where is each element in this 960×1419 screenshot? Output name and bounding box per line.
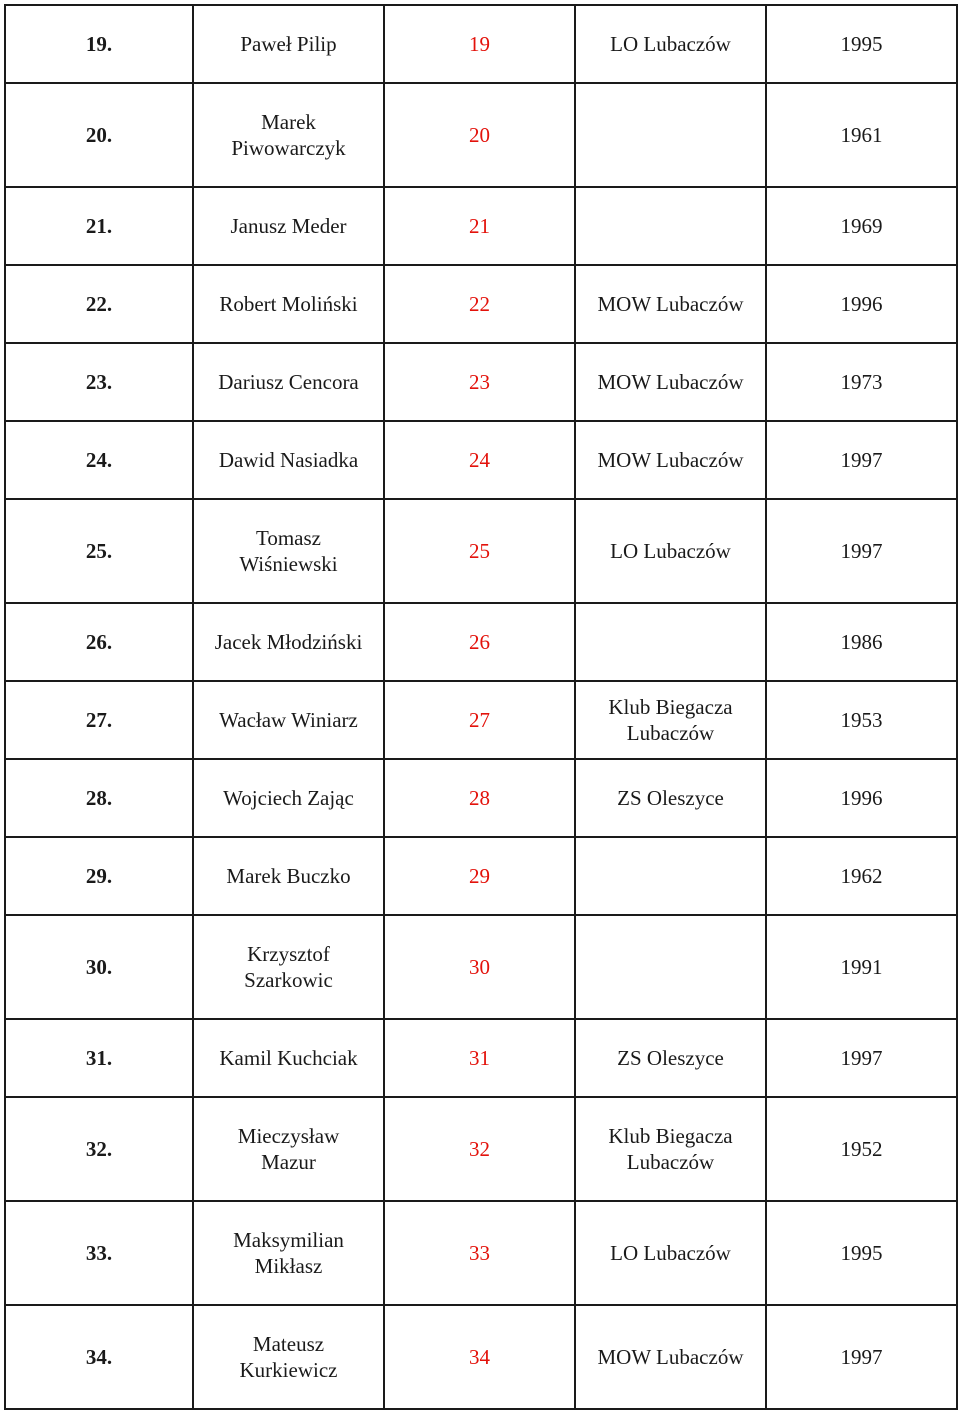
bib-number-cell (384, 837, 575, 915)
birth-year-cell (766, 681, 957, 759)
participants-table-body (5, 5, 957, 1409)
bib-number-cell (384, 5, 575, 83)
club-name: MOW Lubaczów (597, 448, 744, 472)
row-number-cell (5, 603, 193, 681)
club-name-cell (575, 837, 766, 915)
row-number-cell (5, 681, 193, 759)
table-row (5, 1019, 957, 1097)
row-number: 28. (85, 786, 113, 810)
row-number-cell (5, 1097, 193, 1201)
bib-number-cell (384, 83, 575, 187)
participant-name-cell (193, 421, 384, 499)
participant-name-cell (193, 83, 384, 187)
club-name-cell (575, 1019, 766, 1097)
row-number: 29. (85, 864, 113, 888)
row-number-cell (5, 837, 193, 915)
birth-year-cell (766, 5, 957, 83)
row-number-cell (5, 187, 193, 265)
birth-year-cell (766, 343, 957, 421)
birth-year: 1953 (840, 708, 883, 732)
club-name-cell (575, 1097, 766, 1201)
birth-year: 1961 (840, 123, 883, 147)
bib-number-cell (384, 421, 575, 499)
bib-number: 29 (469, 864, 490, 888)
table-row (5, 265, 957, 343)
row-number: 19. (85, 32, 113, 56)
club-name: MOW Lubaczów (597, 370, 744, 394)
participant-name-cell (193, 499, 384, 603)
table-row (5, 5, 957, 83)
club-name-cell (575, 915, 766, 1019)
bib-number-cell (384, 1019, 575, 1097)
club-name-cell (575, 603, 766, 681)
row-number-cell (5, 83, 193, 187)
club-name-cell (575, 1305, 766, 1409)
club-name-cell (575, 83, 766, 187)
row-number-cell (5, 1305, 193, 1409)
bib-number: 26 (469, 630, 490, 654)
table-row (5, 759, 957, 837)
birth-year: 1952 (840, 1137, 883, 1161)
bib-number-cell (384, 343, 575, 421)
participant-name: Wacław Winiarz (219, 708, 358, 732)
table-row (5, 83, 957, 187)
row-number: 34. (85, 1345, 113, 1369)
row-number: 24. (85, 448, 113, 472)
participant-name: Janusz Meder (230, 214, 347, 238)
birth-year: 1996 (840, 786, 883, 810)
club-name: MOW Lubaczów (597, 1345, 744, 1369)
bib-number-cell (384, 681, 575, 759)
row-number-cell (5, 915, 193, 1019)
table-row (5, 1305, 957, 1409)
participant-name-cell (193, 681, 384, 759)
birth-year-cell (766, 499, 957, 603)
participant-name: Krzysztof Szarkowic (244, 942, 333, 992)
bib-number: 31 (469, 1046, 490, 1070)
birth-year: 1969 (840, 214, 883, 238)
table-row (5, 915, 957, 1019)
participant-name-cell (193, 1201, 384, 1305)
birth-year-cell (766, 1019, 957, 1097)
club-name: LO Lubaczów (610, 1241, 731, 1265)
bib-number: 23 (469, 370, 490, 394)
participant-name: Marek Buczko (226, 864, 351, 888)
birth-year-cell (766, 1305, 957, 1409)
club-name-cell (575, 265, 766, 343)
participant-name: Marek Piwowarczyk (231, 110, 346, 160)
participant-name-cell (193, 915, 384, 1019)
row-number: 31. (85, 1046, 113, 1070)
participant-name: Mieczysław Mazur (237, 1124, 340, 1174)
birth-year-cell (766, 603, 957, 681)
row-number-cell (5, 265, 193, 343)
row-number: 23. (85, 370, 113, 394)
participant-name: Wojciech Zając (223, 786, 354, 810)
row-number-cell (5, 343, 193, 421)
row-number-cell (5, 499, 193, 603)
birth-year-cell (766, 837, 957, 915)
row-number: 21. (85, 214, 113, 238)
birth-year: 1986 (840, 630, 883, 654)
participant-name-cell (193, 187, 384, 265)
table-row (5, 681, 957, 759)
participant-name-cell (193, 5, 384, 83)
row-number: 25. (85, 539, 113, 563)
bib-number: 19 (469, 32, 490, 56)
birth-year-cell (766, 759, 957, 837)
bib-number-cell (384, 499, 575, 603)
row-number: 27. (85, 708, 113, 732)
bib-number: 34 (469, 1345, 490, 1369)
bib-number: 27 (469, 708, 490, 732)
row-number-cell (5, 759, 193, 837)
participant-name: Robert Moliński (219, 292, 358, 316)
table-row (5, 187, 957, 265)
bib-number-cell (384, 1305, 575, 1409)
participant-name-cell (193, 343, 384, 421)
row-number: 30. (85, 955, 113, 979)
table-row (5, 421, 957, 499)
club-name: Klub Biegacza Lubaczów (608, 1124, 733, 1174)
club-name-cell (575, 759, 766, 837)
club-name-cell (575, 681, 766, 759)
bib-number-cell (384, 603, 575, 681)
birth-year: 1997 (840, 448, 883, 472)
row-number: 26. (85, 630, 113, 654)
row-number-cell (5, 5, 193, 83)
bib-number: 30 (469, 955, 490, 979)
row-number-cell (5, 1201, 193, 1305)
table-row (5, 1201, 957, 1305)
club-name: LO Lubaczów (610, 32, 731, 56)
birth-year: 1997 (840, 1345, 883, 1369)
bib-number-cell (384, 1201, 575, 1305)
club-name-cell (575, 1201, 766, 1305)
table-row (5, 1097, 957, 1201)
birth-year: 1973 (840, 370, 883, 394)
bib-number: 33 (469, 1241, 490, 1265)
bib-number-cell (384, 915, 575, 1019)
club-name: ZS Oleszyce (617, 786, 724, 810)
participant-name: Maksymilian Mikłasz (233, 1228, 344, 1278)
bib-number: 28 (469, 786, 490, 810)
participant-name: Paweł Pilip (240, 32, 337, 56)
participant-name-cell (193, 837, 384, 915)
club-name-cell (575, 5, 766, 83)
participant-name: Mateusz Kurkiewicz (239, 1332, 338, 1382)
birth-year-cell (766, 1201, 957, 1305)
birth-year-cell (766, 915, 957, 1019)
row-number-cell (5, 1019, 193, 1097)
bib-number: 24 (469, 448, 490, 472)
participant-name-cell (193, 603, 384, 681)
participant-name: Tomasz Wiśniewski (239, 526, 338, 576)
birth-year-cell (766, 265, 957, 343)
participant-name: Dawid Nasiadka (218, 448, 359, 472)
birth-year: 1996 (840, 292, 883, 316)
bib-number-cell (384, 1097, 575, 1201)
birth-year: 1997 (840, 539, 883, 563)
bib-number: 21 (469, 214, 490, 238)
birth-year: 1995 (840, 1241, 883, 1265)
birth-year-cell (766, 421, 957, 499)
participant-name-cell (193, 1097, 384, 1201)
bib-number: 25 (469, 539, 490, 563)
bib-number-cell (384, 187, 575, 265)
bib-number: 32 (469, 1137, 490, 1161)
birth-year: 1995 (840, 32, 883, 56)
table-row (5, 499, 957, 603)
participant-name: Jacek Młodziński (214, 630, 363, 654)
row-number: 20. (85, 123, 113, 147)
participant-name-cell (193, 759, 384, 837)
table-row (5, 837, 957, 915)
table-row (5, 603, 957, 681)
birth-year-cell (766, 83, 957, 187)
participant-name: Dariusz Cencora (218, 370, 359, 394)
participant-name-cell (193, 1305, 384, 1409)
participants-table (4, 4, 958, 1410)
club-name: Klub Biegacza Lubaczów (608, 695, 733, 745)
row-number: 22. (85, 292, 113, 316)
club-name: ZS Oleszyce (617, 1046, 724, 1070)
bib-number: 20 (469, 123, 490, 147)
table-row (5, 343, 957, 421)
club-name: LO Lubaczów (610, 539, 731, 563)
row-number: 32. (85, 1137, 113, 1161)
bib-number-cell (384, 759, 575, 837)
bib-number-cell (384, 265, 575, 343)
participant-name: Kamil Kuchciak (219, 1046, 358, 1070)
club-name-cell (575, 499, 766, 603)
birth-year: 1997 (840, 1046, 883, 1070)
club-name-cell (575, 343, 766, 421)
row-number: 33. (85, 1241, 113, 1265)
birth-year-cell (766, 1097, 957, 1201)
birth-year: 1962 (840, 864, 883, 888)
row-number-cell (5, 421, 193, 499)
club-name-cell (575, 187, 766, 265)
birth-year: 1991 (840, 955, 883, 979)
bib-number: 22 (469, 292, 490, 316)
club-name-cell (575, 421, 766, 499)
participant-name-cell (193, 265, 384, 343)
club-name: MOW Lubaczów (597, 292, 744, 316)
birth-year-cell (766, 187, 957, 265)
participant-name-cell (193, 1019, 384, 1097)
